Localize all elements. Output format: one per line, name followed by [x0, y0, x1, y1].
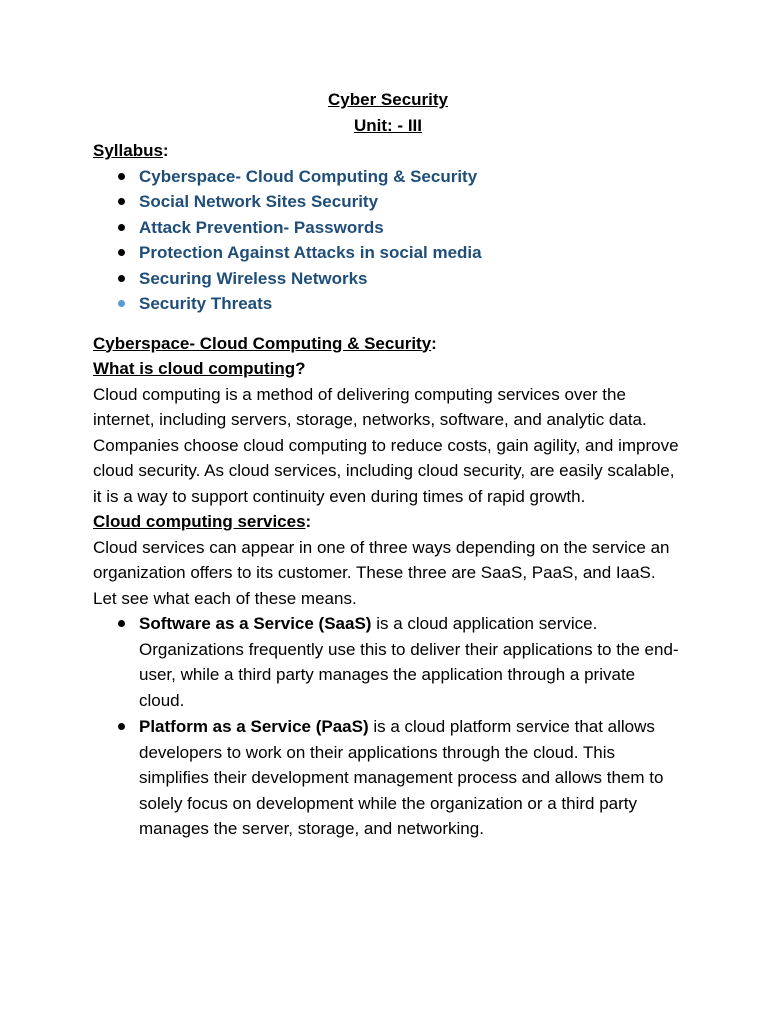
syllabus-item-text: Protection Against Attacks in social media	[139, 243, 482, 262]
bullet-icon	[118, 275, 125, 282]
syllabus-item-text: Cyberspace- Cloud Computing & Security	[139, 166, 478, 186]
section-heading-colon: :	[431, 333, 437, 353]
service-term: Platform as a Service (PaaS)	[139, 717, 369, 736]
syllabus-heading	[93, 138, 683, 164]
syllabus-item-text: Security Threats	[139, 294, 273, 313]
cloud-computing-paragraph: Cloud computing is a method of delivering computing services over the internet, including servers, storage, networks, software, and analytic data. Companies choose cloud computing to reduce costs, gain agility, and improve cloud security. As cloud services, including cloud security, are easily scalable, it is a way to support continuity even during times of rapid growth.	[93, 384, 679, 506]
services-list	[93, 611, 683, 842]
syllabus-item-text: Attack Prevention- Passwords	[139, 217, 384, 237]
bullet-icon	[118, 249, 125, 256]
section-heading-text: Cyberspace- Cloud Computing & Security	[93, 333, 432, 353]
service-item	[93, 714, 683, 842]
question-mark: ?	[295, 359, 306, 378]
question-heading	[93, 356, 683, 382]
service-term: Software as a Service (SaaS)	[139, 614, 372, 633]
bullet-icon	[118, 198, 125, 205]
services-heading-colon: :	[305, 512, 312, 531]
doc-title: Cyber Security	[328, 90, 448, 109]
bullet-icon	[118, 620, 125, 627]
syllabus-label: Syllabus	[93, 141, 163, 160]
bullet-icon	[118, 723, 125, 730]
syllabus-item	[93, 240, 683, 266]
syllabus-item-text: Social Network Sites Security	[139, 192, 379, 211]
syllabus-item	[93, 164, 683, 190]
question-heading-text: What is cloud computing	[93, 359, 296, 378]
service-description: is a cloud application service. Organizations frequently use this to deliver their applications to the end-user, while a third party manages the application through a private cloud.	[139, 614, 679, 710]
services-paragraph: Cloud services can appear in one of three ways depending on the service an organization offers to its customer. These three are SaaS, PaaS, and IaaS. Let see what each of these means.	[93, 537, 670, 608]
services-heading	[93, 509, 683, 535]
syllabus-item	[93, 291, 683, 317]
syllabus-list	[93, 164, 683, 317]
doc-unit: Unit: - III	[354, 115, 422, 135]
syllabus-item	[93, 215, 683, 241]
section-heading	[93, 331, 683, 357]
document-content	[93, 87, 683, 843]
syllabus-item-text: Securing Wireless Networks	[139, 268, 368, 288]
syllabus-item	[93, 189, 683, 215]
service-item	[93, 611, 683, 713]
syllabus-colon: :	[162, 141, 169, 160]
bullet-icon	[118, 224, 125, 231]
service-description: is a cloud platform service that allows developers to work on their applications through the cloud. This simplifies their development management process and allows them to solely focus on development while the organization or a third party manages the server, storage, and networking.	[139, 717, 664, 838]
syllabus-item	[93, 266, 683, 292]
bullet-icon	[118, 300, 125, 307]
services-heading-text: Cloud computing services	[93, 512, 306, 531]
bullet-icon	[118, 173, 125, 180]
